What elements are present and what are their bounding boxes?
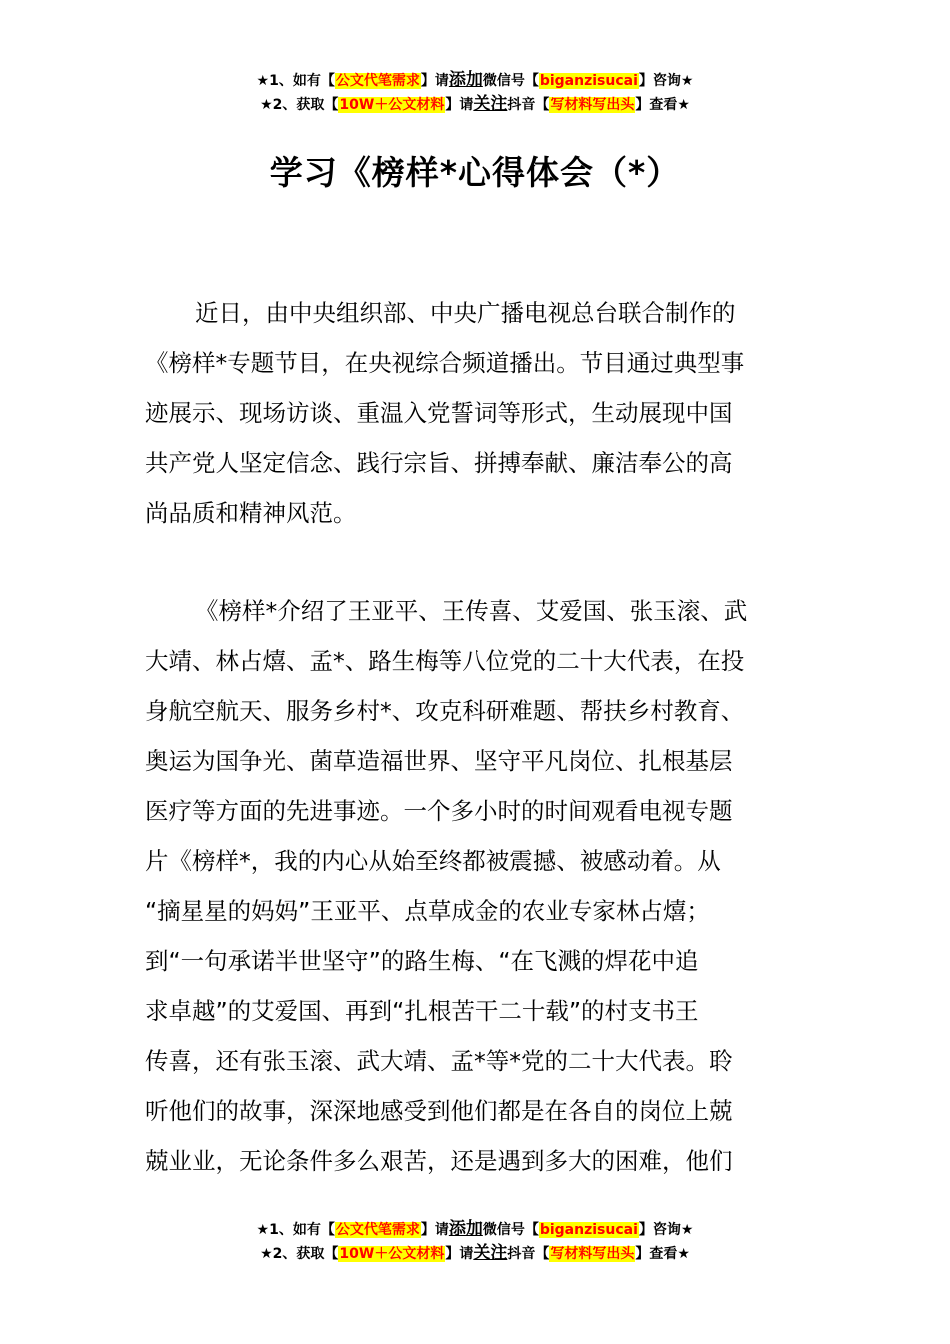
- promo-highlight-material: 10W＋公文材料: [339, 97, 445, 113]
- star-icon: ★: [680, 73, 694, 89]
- promo-text: 1、如有【: [269, 73, 335, 89]
- star-icon: ★: [260, 97, 273, 113]
- text-line: 兢业业，无论条件多么艰苦，还是遇到多大的困难，他们: [145, 1147, 733, 1175]
- paragraph-1: [145, 288, 813, 538]
- text-line: 奥运为国争光、菌草造福世界、坚守平凡岗位、扎根基层: [145, 747, 733, 775]
- text-line: 共产党人坚定信念、践行宗旨、拼搏奉献、廉洁奉公的高: [145, 449, 733, 477]
- promo-wechat-id: biganzisucai: [539, 73, 638, 89]
- promo-highlight-service: 公文代笔需求: [335, 1222, 420, 1238]
- header-promo-banner: [0, 68, 950, 116]
- promo-text: 】咨询: [638, 1222, 681, 1238]
- promo-line-1: [0, 1217, 950, 1241]
- text-line: 医疗等方面的先进事迹。一个多小时的时间观看电视专题: [145, 797, 733, 825]
- star-icon: ★: [260, 1246, 273, 1262]
- text-line: 尚品质和精神风范。: [145, 499, 357, 527]
- promo-text: 1、如有【: [269, 1222, 335, 1238]
- promo-add-text: 添加: [448, 70, 483, 90]
- promo-text: 2、获取【: [272, 1246, 339, 1262]
- promo-text: 微信号【: [482, 73, 539, 89]
- promo-follow-text: 关注: [473, 1243, 508, 1263]
- paragraph-2: [145, 586, 813, 1186]
- promo-douyin-id: 写材料写出头: [550, 97, 635, 113]
- promo-wechat-id: biganzisucai: [539, 1222, 638, 1238]
- promo-highlight-service: 公文代笔需求: [335, 73, 420, 89]
- promo-line-2: [0, 92, 950, 116]
- promo-line-2: [0, 1241, 950, 1265]
- text-line: “摘星星的妈妈”王亚平、点草成金的农业专家林占熺；: [145, 897, 710, 925]
- star-icon: ★: [256, 73, 270, 89]
- text-line: 听他们的故事，深深地感受到他们都是在各自的岗位上兢: [145, 1097, 733, 1125]
- promo-text: 】请: [420, 73, 449, 89]
- star-icon: ★: [680, 1222, 694, 1238]
- promo-add-text: 添加: [448, 1219, 483, 1239]
- document-title: 学习《榜样*心得体会（*）: [269, 153, 681, 192]
- promo-line-1: [0, 68, 950, 92]
- text-line: 求卓越”的艾爱国、再到“扎根苦干二十载”的村支书王: [145, 997, 699, 1025]
- promo-text: 】请: [445, 97, 474, 113]
- text-line: 近日，由中央组织部、中央广播电视总台联合制作的: [195, 299, 736, 327]
- promo-text: 】查看: [635, 97, 678, 113]
- star-icon: ★: [677, 1246, 690, 1262]
- text-line: 迹展示、现场访谈、重温入党誓词等形式，生动展现中国: [145, 399, 733, 427]
- promo-text: 微信号【: [482, 1222, 539, 1238]
- text-line: 传喜，还有张玉滚、武大靖、孟*等*党的二十大代表。聆: [145, 1047, 733, 1075]
- promo-text: 2、获取【: [272, 97, 339, 113]
- star-icon: ★: [256, 1222, 270, 1238]
- text-line: 大靖、林占熺、孟*、路生梅等八位党的二十大代表，在投: [145, 647, 745, 675]
- promo-text: 】咨询: [638, 73, 681, 89]
- text-line: 身航空航天、服务乡村*、攻克科研难题、帮扶乡村教育、: [145, 697, 745, 725]
- promo-text: 】查看: [635, 1246, 678, 1262]
- promo-text: 】请: [445, 1246, 474, 1262]
- footer-promo-banner: [0, 1217, 950, 1265]
- promo-text: 抖音【: [507, 1246, 550, 1262]
- text-line: 到“一句承诺半世坚守”的路生梅、“在飞溅的焊花中追: [145, 947, 699, 975]
- promo-text: 】请: [420, 1222, 449, 1238]
- text-line: 《榜样*专题节目，在央视综合频道播出。节目通过典型事: [145, 349, 745, 377]
- promo-highlight-material: 10W＋公文材料: [339, 1246, 445, 1262]
- text-line: 《榜样*介绍了王亚平、王传喜、艾爱国、张玉滚、武: [195, 597, 748, 625]
- promo-follow-text: 关注: [473, 94, 508, 114]
- text-line: 片《榜样*，我的内心从始至终都被震撼、被感动着。从: [145, 847, 721, 875]
- promo-text: 抖音【: [507, 97, 550, 113]
- star-icon: ★: [677, 97, 690, 113]
- promo-douyin-id: 写材料写出头: [550, 1246, 635, 1262]
